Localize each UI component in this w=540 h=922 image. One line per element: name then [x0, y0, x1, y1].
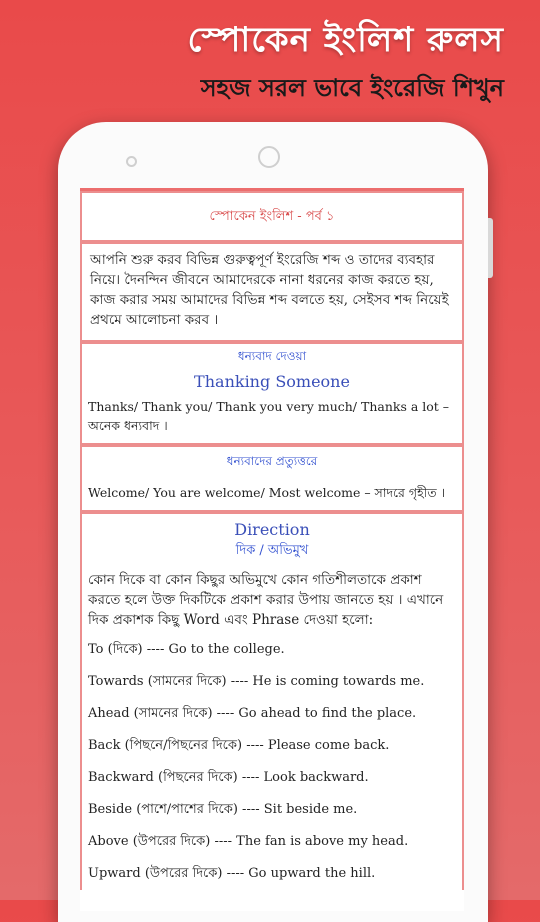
reply-bengali-title: ধন্যবাদের প্রত্যুত্তরে [226, 454, 318, 468]
front-camera [126, 156, 137, 167]
list-item: Towards (সামনের দিকে) ---- He is coming towards me. [88, 674, 425, 689]
intro-text: আপনি শুরু করব বিভিন্ন গুরুত্বপূর্ণ ইংরেজি শব্দ ও তাদের ব্যবহার নিয়ে। দৈনন্দিন জীবনে আমাদেরকে নানা ধরনের কাজ করতে হয়, কাজ করার সময় আমাদের বিভিন্ন শব্দ বলতে হয়, সেইসব শব্দ নিয়েই প্রথমে আলোচনা করব । [90, 252, 449, 328]
reply-sentence: Welcome/ You are welcome/ Most welcome – সাদরে গৃহীত । [88, 485, 446, 500]
list-item: Backward (পিছনের দিকে) ---- Look backward. [88, 770, 369, 785]
direction-card [80, 512, 464, 890]
list-item: Back (পিছনে/পিছনের দিকে) ---- Please come back. [88, 738, 390, 753]
direction-bengali-title: দিক / অভিমুখ [235, 543, 309, 558]
intro-card [80, 242, 464, 342]
direction-intro: কোন দিকে বা কোন কিছুর অভিমুখে কোন গতিশীলতাকে প্রকাশ করতে হলে উক্ত দিকটিকে প্রকাশ করার উপায় জানতে হয় । এখানে দিক প্রকাশক কিছু Word এবং Phrase দেওয়া হলো: [88, 572, 444, 628]
phone-frame [58, 122, 488, 922]
thanks-english-title: Thanking Someone [194, 372, 350, 391]
thanks-bengali-title: ধন্যবাদ দেওয়া [237, 349, 307, 363]
thanks-sentence: Thanks/ Thank you/ Thank you very much/ Thanks a lot – অনেক ধন্যবাদ । [88, 399, 450, 433]
list-item: To (দিকে) ---- Go to the college. [88, 642, 285, 657]
thanks-card [80, 342, 464, 445]
app-screen[interactable] [80, 188, 464, 911]
list-item: Ahead (সামনের দিকে) ---- Go ahead to find the place. [88, 706, 417, 721]
direction-rules-list [82, 634, 462, 890]
promo-subtitle: সহজ সরল ভাবে ইংরেজি শিখুন [200, 74, 504, 102]
list-item: Beside (পাশে/পাশের দিকে) ---- Sit beside me. [88, 802, 358, 817]
earpiece-speaker [258, 146, 280, 168]
direction-english-title: Direction [234, 520, 310, 539]
power-button [488, 218, 493, 278]
lesson-title-card [80, 191, 464, 242]
lesson-title: স্পোকেন ইংলিশ - পর্ব ১ [209, 209, 335, 224]
reply-card [80, 445, 464, 512]
promo-title: স্পোকেন ইংলিশ রুলস [187, 20, 504, 60]
list-item: Above (উপরের দিকে) ---- The fan is above my head. [88, 834, 409, 849]
list-item: Upward (উপরের দিকে) ---- Go upward the hill. [88, 866, 376, 881]
